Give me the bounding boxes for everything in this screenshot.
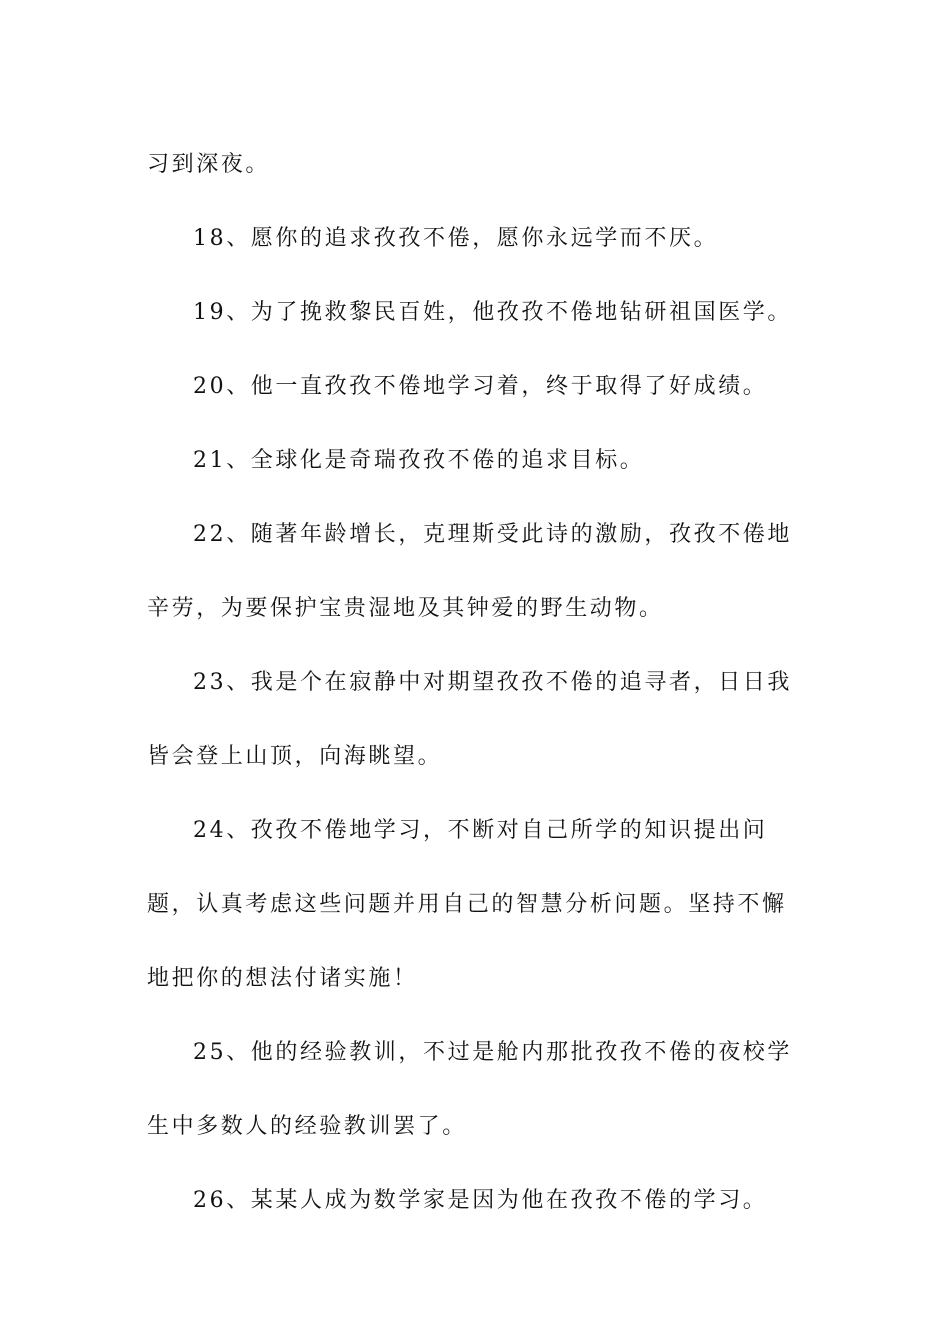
paragraph-24: 24、孜孜不倦地学习，不断对自己所学的知识提出问题，认真考虑这些问题并用自己的智慧分析问题。坚持不懈地把你的想法付诸实施！ <box>147 818 787 991</box>
paragraph-23: 23、我是个在寂静中对期望孜孜不倦的追寻者，日日我皆会登上山顶，向海眺望。 <box>147 670 792 769</box>
paragraph-22: 22、随著年龄增长，克理斯受此诗的激励，孜孜不倦地辛劳，为要保护宝贵湿地及其钟爱的野生动物。 <box>147 522 792 621</box>
paragraph-18: 18、愿你的追求孜孜不倦，愿你永远学而不厌。 <box>193 226 719 251</box>
document-body <box>147 128 797 1238</box>
paragraph-continuation: 习到深夜。 <box>147 152 271 177</box>
paragraph-26: 26、某某人成为数学家是因为他在孜孜不倦的学习。 <box>193 1188 768 1213</box>
paragraph-21: 21、全球化是奇瑞孜孜不倦的追求目标。 <box>193 448 645 473</box>
paragraph-19: 19、为了挽救黎民百姓，他孜孜不倦地钻研祖国医学。 <box>193 300 792 325</box>
paragraph-25: 25、他的经验教训，不过是舱内那批孜孜不倦的夜校学生中多数人的经验教训罢了。 <box>147 1040 792 1139</box>
paragraph-20: 20、他一直孜孜不倦地学习着，终于取得了好成绩。 <box>193 374 768 399</box>
